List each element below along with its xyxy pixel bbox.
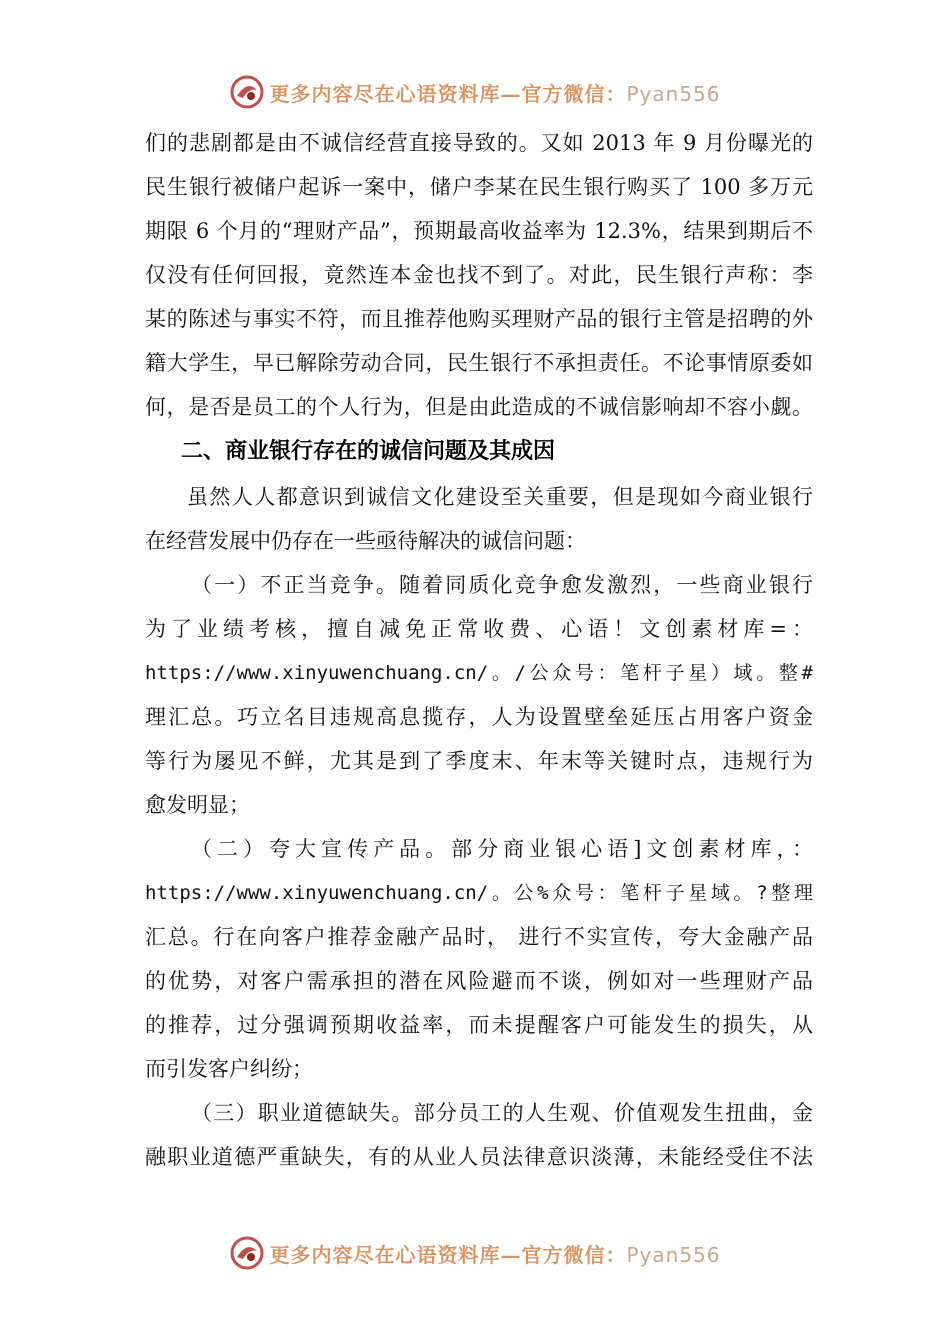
text-line: https://www.xinyuwenchuang.cn/。/公众号：笔杆子星）域。整#	[145, 662, 813, 684]
footer-wechat-id: Pyan556	[626, 1242, 721, 1267]
text-line: 等行为屡见不鲜，尤其是到了季度末、年末等关键时点，违规行为	[145, 749, 813, 773]
text-line: 而引发客户纠纷；	[145, 1057, 313, 1081]
text-line: 汇总。行在向客户推荐金融产品时， 进行不实宣传，夸大金融产品	[145, 925, 813, 949]
paragraph-3	[145, 563, 813, 827]
paragraph-4	[145, 827, 813, 1091]
text-line: 仅没有任何回报，竟然连本金也找不到了。对此，民生银行声称：李	[145, 263, 813, 287]
text-line: 的推荐，过分强调预期收益率，而未提醒客户可能发生的损失，从	[145, 1013, 813, 1037]
text-line: （二）夸大宣传产品。部分商业银心语]文创素材库，：	[191, 837, 813, 861]
header-banner-text: 更多内容尽在心语资料库—官方微信：Pyan556	[269, 81, 721, 106]
swirl-logo-icon	[229, 1235, 265, 1271]
header-banner	[0, 72, 950, 112]
document-body	[145, 121, 813, 1179]
text-line: 何，是否是员工的个人行为，但是由此造成的不诚信影响却不容小觑。	[145, 395, 813, 419]
text-line: 融职业道德严重缺失，有的从业人员法律意识淡薄，未能经受住不法	[145, 1145, 813, 1169]
text-line: 为了业绩考核，擅自减免正常收费、心语！文创素材库=：	[145, 617, 813, 641]
paragraph-2	[145, 475, 813, 563]
text-line: 愈发明显；	[145, 793, 250, 817]
text-line: 期限 6 个月的“理财产品”，预期最高收益率为 12.3%，结果到期后不	[145, 219, 813, 243]
paragraph-5	[145, 1091, 813, 1179]
text-line: 理汇总。巧立名目违规高息揽存，人为设置壁垒延压占用客户资金	[145, 705, 813, 729]
text-line: https://www.xinyuwenchuang.cn/。公%众号：笔杆子星域。?整理	[145, 882, 813, 904]
text-line: 在经营发展中仍存在一些亟待解决的诚信问题：	[145, 529, 586, 553]
text-line: 们的悲剧都是由不诚信经营直接导致的。又如 2013 年 9 月份曝光的	[145, 131, 813, 155]
footer-banner-text: 更多内容尽在心语资料库—官方微信：Pyan556	[269, 1242, 721, 1267]
header-wechat-id: Pyan556	[626, 81, 721, 106]
section-heading: 二、商业银行存在的诚信问题及其成因	[181, 439, 556, 464]
text-line: （一）不正当竞争。随着同质化竞争愈发激烈，一些商业银行	[191, 573, 813, 597]
text-line: 虽然人人都意识到诚信文化建设至关重要，但是现如今商业银行	[187, 485, 813, 509]
text-line: 籍大学生，早已解除劳动合同，民生银行不承担责任。不论事情原委如	[145, 351, 813, 375]
text-line: 某的陈述与事实不符，而且推荐他购买理财产品的银行主管是招聘的外	[145, 307, 813, 331]
text-line: （三）职业道德缺失。部分员工的人生观、价值观发生扭曲，金	[191, 1101, 813, 1125]
paragraph-1	[145, 121, 813, 429]
swirl-logo-icon	[229, 74, 265, 110]
text-line: 民生银行被储户起诉一案中，储户李某在民生银行购买了 100 多万元	[145, 175, 813, 199]
footer-banner	[0, 1233, 950, 1273]
text-line: 的优势，对客户需承担的潜在风险避而不谈，例如对一些理财产品	[145, 969, 813, 993]
